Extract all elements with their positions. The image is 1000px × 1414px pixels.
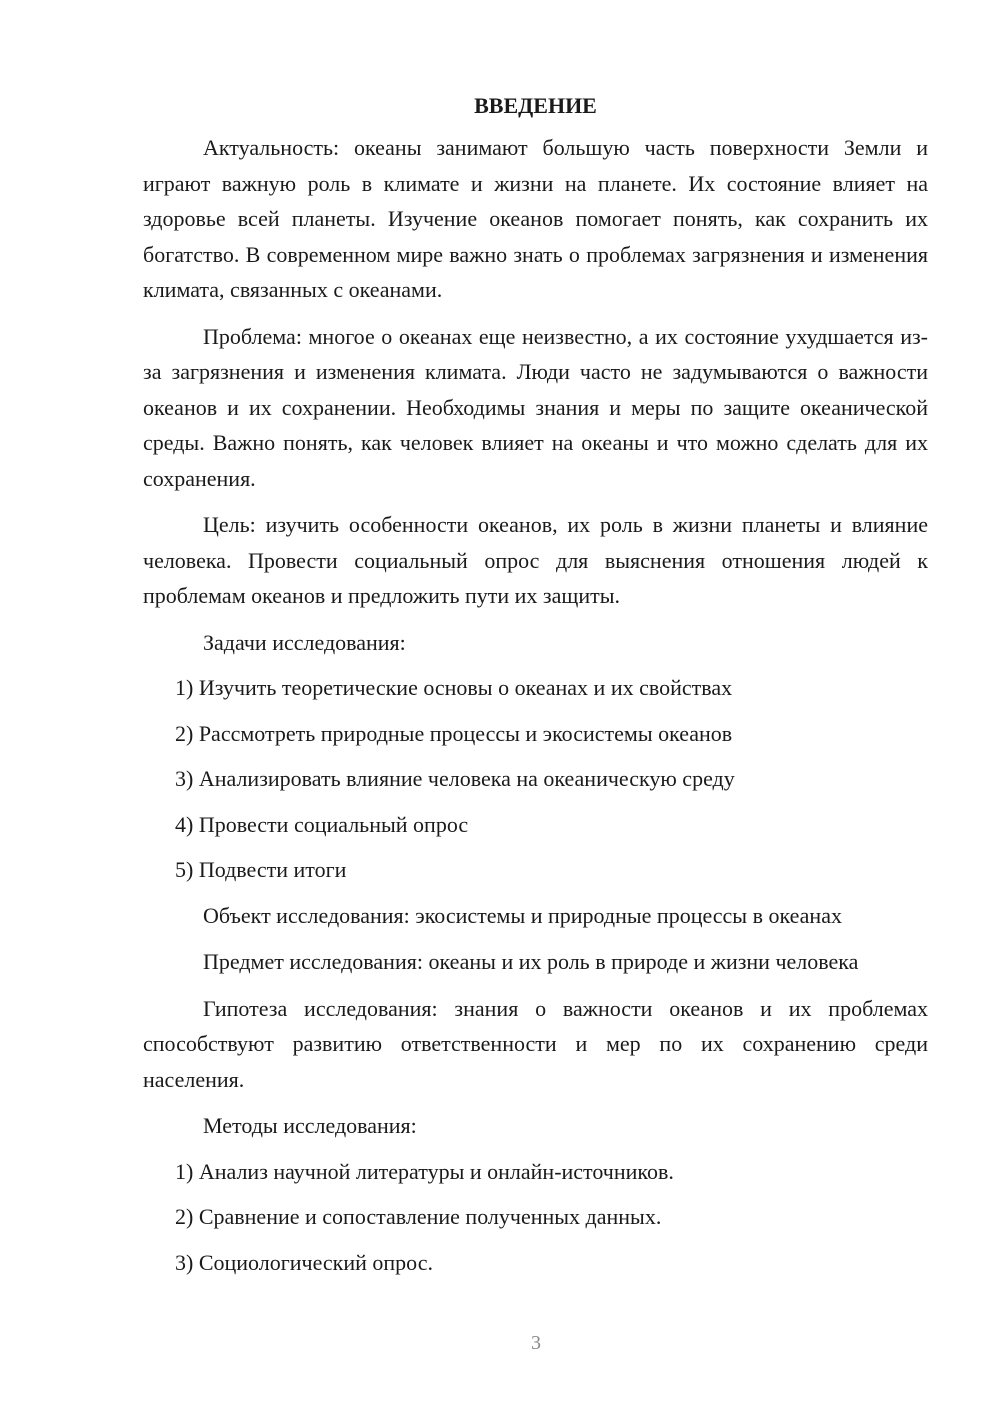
relevance-paragraph: Актуальность: океаны занимают большую часть поверхности Земли и играют важную роль в климате и жизни на планете. Их состояние влияет на здоровье всей планеты. Изучение океанов помогает понять, как сохранить их богатство. В современном мире важно знать о проблемах загрязнения и изменения климата, связанных с океанами.: [143, 135, 928, 302]
list-item: 5) Подвести итоги: [175, 857, 347, 882]
subject-paragraph: Предмет исследования: океаны и их роль в природе и жизни человека: [203, 949, 859, 974]
hypothesis-paragraph: Гипотеза исследования: знания о важности океанов и их проблемах способствуют развитию ответственности и мер по их сохранению среди населения.: [143, 995, 928, 1092]
methods-list: [143, 1154, 928, 1281]
list-item: 3) Социологический опрос.: [175, 1249, 433, 1275]
list-item: 2) Сравнение и сопоставление полученных данных.: [175, 1204, 662, 1229]
tasks-label: Задачи исследования:: [203, 629, 406, 655]
list-item: 2) Рассмотреть природные процессы и экосистемы океанов: [175, 720, 733, 746]
list-item: 4) Провести социальный опрос: [175, 811, 469, 837]
document-page: [143, 90, 928, 1290]
page-number: 3: [531, 1332, 541, 1354]
problem-paragraph: Проблема: многое о океанах еще неизвестно, а их состояние ухудшается из-за загрязнения и изменения климата. Люди часто не задумываются о важности океанов и их сохранении. Необходимы знания и меры по защите океанической среды. Важно понять, как человек влияет на океаны и что можно сделать для их сохранения.: [143, 323, 928, 491]
methods-label: Методы исследования:: [203, 1113, 417, 1138]
list-item: 1) Изучить теоретические основы о океанах и их свойствах: [175, 675, 733, 700]
goal-paragraph: Цель: изучить особенности океанов, их роль в жизни планеты и влияние человека. Провести социальный опрос для выяснения отношения людей к проблемам океанов и предложить пути их защиты.: [143, 512, 928, 608]
tasks-list: [143, 670, 928, 888]
section-title: ВВЕДЕНИЕ: [474, 93, 597, 118]
object-paragraph: Объект исследования: экосистемы и природные процессы в океанах: [203, 902, 842, 928]
list-item: 3) Анализировать влияние человека на океаническую среду: [175, 766, 735, 791]
list-item: 1) Анализ научной литературы и онлайн-источников.: [175, 1158, 674, 1184]
